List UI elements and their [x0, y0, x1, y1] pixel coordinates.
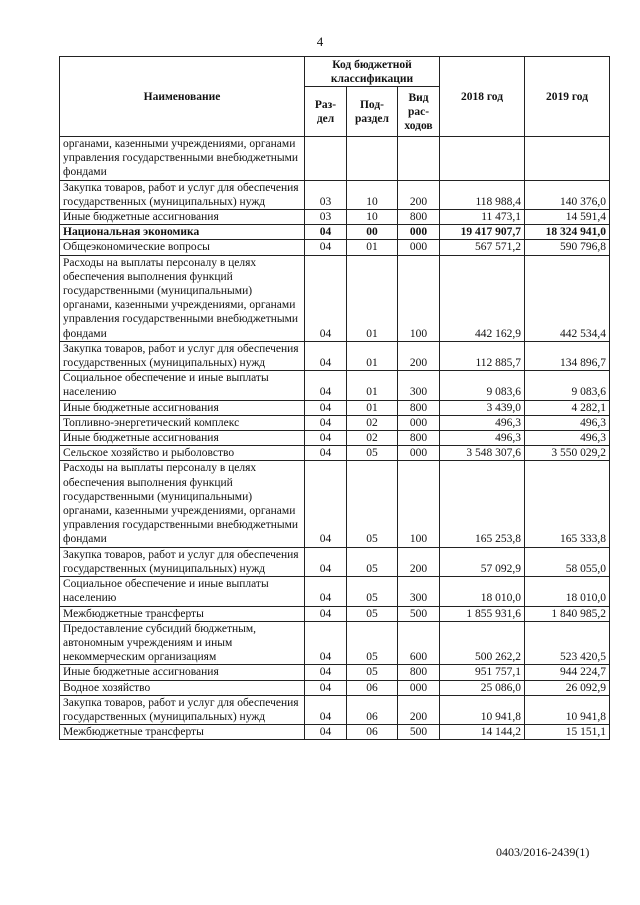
- cell-vid: 200: [398, 180, 440, 209]
- cell-name: Иные бюджетные ассигнования: [60, 210, 305, 225]
- cell-razdel: 04: [305, 680, 347, 695]
- header-2019: 2019 год: [525, 57, 610, 137]
- cell-vid: 000: [398, 446, 440, 461]
- table-row: [60, 137, 610, 181]
- cell-razdel: 04: [305, 255, 347, 341]
- cell-razdel: 04: [305, 725, 347, 740]
- cell-name: Закупка товаров, работ и услуг для обеспечения государственных (муниципальных) нужд: [60, 695, 305, 724]
- cell-2019: 3 550 029,2: [525, 446, 610, 461]
- cell-2019: 496,3: [525, 415, 610, 430]
- table-row: [60, 341, 610, 370]
- cell-2019: 18 324 941,0: [525, 225, 610, 240]
- cell-podrazdel: 06: [347, 695, 398, 724]
- table-row: [60, 695, 610, 724]
- cell-vid: 800: [398, 400, 440, 415]
- cell-2018: 57 092,9: [440, 547, 525, 576]
- cell-podrazdel: 05: [347, 621, 398, 665]
- table-row: [60, 446, 610, 461]
- cell-razdel: 04: [305, 415, 347, 430]
- cell-vid: 600: [398, 621, 440, 665]
- cell-podrazdel: 05: [347, 665, 398, 680]
- cell-name: Национальная экономика: [60, 225, 305, 240]
- cell-vid: 800: [398, 665, 440, 680]
- cell-vid: 300: [398, 577, 440, 606]
- cell-2018: 951 757,1: [440, 665, 525, 680]
- cell-2019: 4 282,1: [525, 400, 610, 415]
- cell-2019: 14 591,4: [525, 210, 610, 225]
- cell-razdel: 04: [305, 431, 347, 446]
- cell-razdel: 04: [305, 695, 347, 724]
- header-2018: 2018 год: [440, 57, 525, 137]
- cell-name: Социальное обеспечение и иные выплаты населению: [60, 577, 305, 606]
- cell-2019: [525, 137, 610, 181]
- table-row: [60, 180, 610, 209]
- cell-razdel: 04: [305, 621, 347, 665]
- cell-name: Водное хозяйство: [60, 680, 305, 695]
- cell-name: Иные бюджетные ассигнования: [60, 431, 305, 446]
- cell-name: Закупка товаров, работ и услуг для обеспечения государственных (муниципальных) нужд: [60, 180, 305, 209]
- cell-vid: 000: [398, 225, 440, 240]
- cell-razdel: [305, 137, 347, 181]
- cell-name: Закупка товаров, работ и услуг для обеспечения государственных (муниципальных) нужд: [60, 341, 305, 370]
- cell-2018: 3 439,0: [440, 400, 525, 415]
- cell-2019: 10 941,8: [525, 695, 610, 724]
- table-row: [60, 371, 610, 400]
- cell-2018: 9 083,6: [440, 371, 525, 400]
- cell-2018: 11 473,1: [440, 210, 525, 225]
- table-row: [60, 461, 610, 547]
- cell-podrazdel: 06: [347, 680, 398, 695]
- cell-2019: 140 376,0: [525, 180, 610, 209]
- cell-name: Иные бюджетные ассигнования: [60, 665, 305, 680]
- cell-razdel: 04: [305, 240, 347, 255]
- table-row: [60, 577, 610, 606]
- cell-vid: 300: [398, 371, 440, 400]
- cell-vid: 000: [398, 680, 440, 695]
- cell-name: Расходы на выплаты персоналу в целях обеспечения выполнения функций государственными (муниципальными) органами, казенными учреждениями, органами управления государственными внебюджетными фондами: [60, 461, 305, 547]
- table-row: [60, 240, 610, 255]
- table-row: [60, 725, 610, 740]
- table-row: [60, 255, 610, 341]
- page-number: 4: [316, 34, 324, 49]
- cell-podrazdel: 10: [347, 210, 398, 225]
- cell-2018: 165 253,8: [440, 461, 525, 547]
- cell-2019: 1 840 985,2: [525, 606, 610, 621]
- cell-2018: 567 571,2: [440, 240, 525, 255]
- cell-2018: 10 941,8: [440, 695, 525, 724]
- cell-razdel: 04: [305, 606, 347, 621]
- cell-podrazdel: 06: [347, 725, 398, 740]
- cell-razdel: 04: [305, 665, 347, 680]
- cell-vid: 000: [398, 415, 440, 430]
- cell-vid: 800: [398, 431, 440, 446]
- cell-podrazdel: 10: [347, 180, 398, 209]
- cell-vid: 200: [398, 547, 440, 576]
- cell-name: Закупка товаров, работ и услуг для обеспечения государственных (муниципальных) нужд: [60, 547, 305, 576]
- cell-podrazdel: 01: [347, 371, 398, 400]
- cell-2019: 58 055,0: [525, 547, 610, 576]
- cell-razdel: 04: [305, 341, 347, 370]
- cell-2018: 496,3: [440, 431, 525, 446]
- header-vid: Вид рас- ходов: [398, 87, 440, 137]
- cell-vid: 200: [398, 341, 440, 370]
- cell-name: Иные бюджетные ассигнования: [60, 400, 305, 415]
- cell-2018: 25 086,0: [440, 680, 525, 695]
- cell-razdel: 04: [305, 225, 347, 240]
- cell-razdel: 04: [305, 577, 347, 606]
- table-row: [60, 400, 610, 415]
- cell-2019: 944 224,7: [525, 665, 610, 680]
- cell-podrazdel: 02: [347, 415, 398, 430]
- cell-name: Межбюджетные трансферты: [60, 725, 305, 740]
- table-row: [60, 431, 610, 446]
- cell-2019: 26 092,9: [525, 680, 610, 695]
- cell-podrazdel: 05: [347, 577, 398, 606]
- cell-vid: 100: [398, 255, 440, 341]
- cell-2018: 496,3: [440, 415, 525, 430]
- cell-2019: 15 151,1: [525, 725, 610, 740]
- header-code-group: Код бюджетной классификации: [305, 57, 440, 87]
- table-row: [60, 606, 610, 621]
- cell-name: Расходы на выплаты персоналу в целях обеспечения выполнения функций государственными (муниципальными) органами, казенными учреждениями, органами управления государственными внебюджетными фондами: [60, 255, 305, 341]
- cell-razdel: 04: [305, 547, 347, 576]
- cell-2018: [440, 137, 525, 181]
- cell-vid: 800: [398, 210, 440, 225]
- cell-vid: [398, 137, 440, 181]
- header-name: Наименование: [60, 57, 305, 137]
- table-row: [60, 680, 610, 695]
- cell-razdel: 04: [305, 371, 347, 400]
- cell-2018: 500 262,2: [440, 621, 525, 665]
- header-podrazdel: Под- раздел: [347, 87, 398, 137]
- cell-2018: 1 855 931,6: [440, 606, 525, 621]
- cell-razdel: 03: [305, 210, 347, 225]
- cell-name: Общеэкономические вопросы: [60, 240, 305, 255]
- header-razdel: Раз- дел: [305, 87, 347, 137]
- cell-name: Предоставление субсидий бюджетным, автономным учреждениям и иным некоммерческим организациям: [60, 621, 305, 665]
- cell-razdel: 04: [305, 461, 347, 547]
- cell-2019: 18 010,0: [525, 577, 610, 606]
- cell-2019: 523 420,5: [525, 621, 610, 665]
- cell-2019: 496,3: [525, 431, 610, 446]
- cell-podrazdel: 05: [347, 606, 398, 621]
- cell-2019: 442 534,4: [525, 255, 610, 341]
- document-code: 0403/2016-2439(1): [496, 845, 590, 859]
- cell-podrazdel: 01: [347, 255, 398, 341]
- budget-table: [59, 56, 610, 740]
- cell-2019: 165 333,8: [525, 461, 610, 547]
- cell-razdel: 04: [305, 400, 347, 415]
- cell-razdel: 04: [305, 446, 347, 461]
- table-row: [60, 225, 610, 240]
- cell-2018: 18 010,0: [440, 577, 525, 606]
- cell-podrazdel: 05: [347, 446, 398, 461]
- cell-podrazdel: 05: [347, 547, 398, 576]
- cell-vid: 500: [398, 725, 440, 740]
- cell-2018: 3 548 307,6: [440, 446, 525, 461]
- table-row: [60, 415, 610, 430]
- cell-podrazdel: 05: [347, 461, 398, 547]
- cell-2018: 14 144,2: [440, 725, 525, 740]
- cell-podrazdel: 01: [347, 240, 398, 255]
- cell-podrazdel: 01: [347, 400, 398, 415]
- cell-2018: 442 162,9: [440, 255, 525, 341]
- cell-2018: 112 885,7: [440, 341, 525, 370]
- cell-2019: 134 896,7: [525, 341, 610, 370]
- cell-podrazdel: 01: [347, 341, 398, 370]
- cell-name: органами, казенными учреждениями, органами управления государственными внебюджетными фондами: [60, 137, 305, 181]
- cell-2019: 590 796,8: [525, 240, 610, 255]
- table-body: [60, 137, 610, 740]
- cell-podrazdel: 00: [347, 225, 398, 240]
- cell-name: Межбюджетные трансферты: [60, 606, 305, 621]
- cell-vid: 200: [398, 695, 440, 724]
- table-row: [60, 547, 610, 576]
- cell-podrazdel: [347, 137, 398, 181]
- cell-vid: 000: [398, 240, 440, 255]
- cell-name: Социальное обеспечение и иные выплаты населению: [60, 371, 305, 400]
- cell-vid: 100: [398, 461, 440, 547]
- cell-name: Топливно-энергетический комплекс: [60, 415, 305, 430]
- cell-name: Сельское хозяйство и рыболовство: [60, 446, 305, 461]
- table-row: [60, 665, 610, 680]
- table-row: [60, 210, 610, 225]
- cell-2018: 118 988,4: [440, 180, 525, 209]
- cell-vid: 500: [398, 606, 440, 621]
- table-row: [60, 621, 610, 665]
- cell-razdel: 03: [305, 180, 347, 209]
- cell-2018: 19 417 907,7: [440, 225, 525, 240]
- cell-2019: 9 083,6: [525, 371, 610, 400]
- cell-podrazdel: 02: [347, 431, 398, 446]
